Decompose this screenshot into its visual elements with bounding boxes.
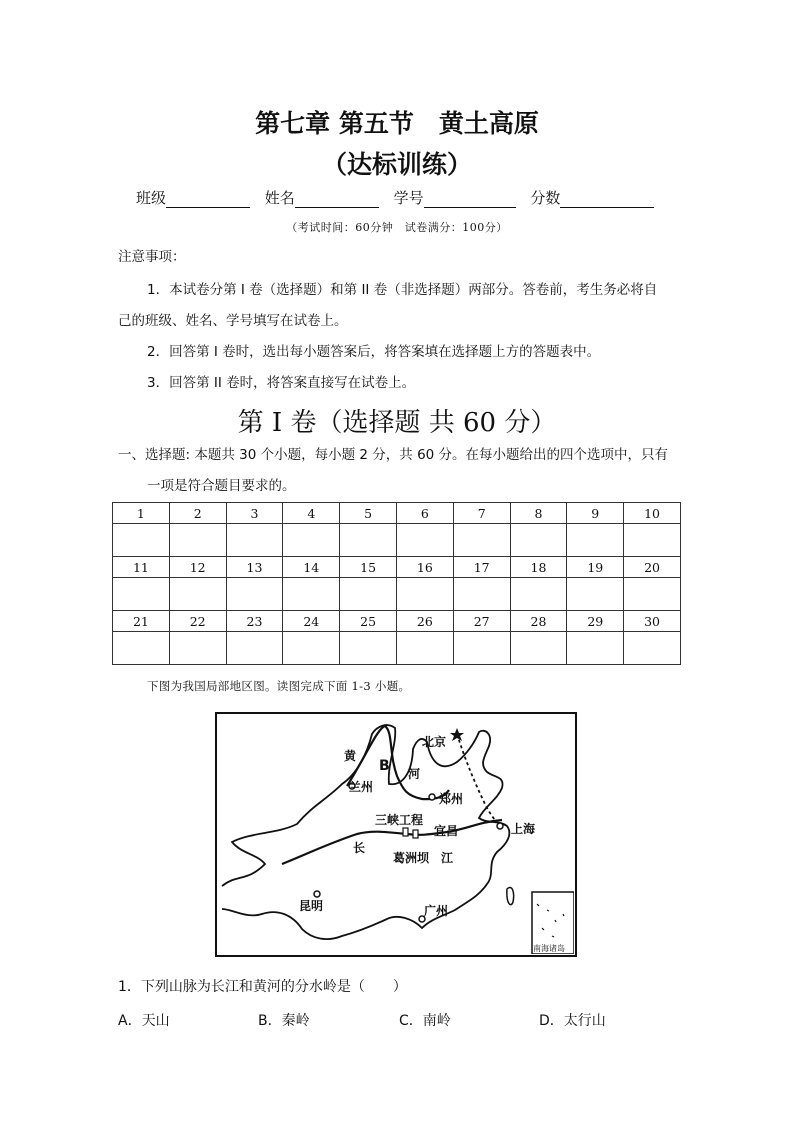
label-beijing: 北京: [422, 735, 447, 749]
answer-cell[interactable]: [226, 524, 283, 557]
table-row: [113, 503, 681, 524]
question-number: 29: [567, 611, 624, 632]
answer-cell[interactable]: [453, 632, 510, 665]
question-number: 15: [340, 557, 397, 578]
question-number: 6: [396, 503, 453, 524]
answer-cell[interactable]: [340, 632, 397, 665]
answer-cell[interactable]: [169, 524, 226, 557]
table-row: [113, 611, 681, 632]
exam-info: （考试时间：60分钟 试卷满分：100分）: [286, 221, 508, 234]
question-number: 4: [283, 503, 340, 524]
label-nanhai: 南海诸岛: [533, 944, 565, 953]
option-a[interactable]: A．天山: [118, 1013, 170, 1029]
question-number: 16: [396, 557, 453, 578]
question-number: 20: [624, 557, 681, 578]
question-number: 13: [226, 557, 283, 578]
answer-cell[interactable]: [113, 524, 170, 557]
question-number: 25: [340, 611, 397, 632]
question-number: 2: [169, 503, 226, 524]
score-blank[interactable]: [560, 193, 654, 208]
question-number: 30: [624, 611, 681, 632]
part1-title: 第 I 卷（选择题 共 60 分）: [237, 408, 557, 438]
answer-cell[interactable]: [169, 578, 226, 611]
page-title: 第七章 第五节 黄土高原: [255, 109, 539, 138]
question-number: 18: [510, 557, 567, 578]
label-sanxia: 三峡工程: [375, 813, 424, 827]
answer-cell[interactable]: [624, 578, 681, 611]
answer-row: [113, 578, 681, 611]
notes-item2: 2．回答第 I 卷时，选出每小题答案后，将答案填在选择题上方的答题表中。: [147, 344, 601, 360]
answer-cell[interactable]: [567, 578, 624, 611]
answer-cell[interactable]: [510, 632, 567, 665]
answer-cell[interactable]: [340, 524, 397, 557]
notes-heading: 注意事项：: [118, 249, 186, 265]
id-label: 学号: [393, 189, 424, 207]
label-kunming: 昆明: [299, 899, 324, 913]
label-huang: 黄: [344, 749, 357, 763]
class-label: 班级: [136, 189, 167, 207]
question-number: 7: [453, 503, 510, 524]
answer-cell[interactable]: [396, 578, 453, 611]
label-chang: 长: [353, 841, 366, 855]
option-d[interactable]: D．太行山: [539, 1013, 606, 1029]
answer-cell[interactable]: [453, 578, 510, 611]
id-blank[interactable]: [424, 193, 516, 208]
question-number: 9: [567, 503, 624, 524]
question-number: 5: [340, 503, 397, 524]
question-number: 8: [510, 503, 567, 524]
answer-cell[interactable]: [113, 578, 170, 611]
answer-cell[interactable]: [396, 632, 453, 665]
option-b[interactable]: B．秦岭: [258, 1013, 310, 1029]
label-yichang: 宜昌: [434, 824, 459, 838]
answer-row: [113, 632, 681, 665]
answer-cell[interactable]: [453, 524, 510, 557]
answer-cell[interactable]: [283, 578, 340, 611]
label-gezhouba: 葛洲坝: [393, 851, 430, 865]
label-lanzhou: 兰州: [349, 780, 374, 794]
question-number: 11: [113, 557, 170, 578]
map-intro: 下图为我国局部地区图。读图完成下面 1-3 小题。: [147, 679, 411, 693]
answer-cell[interactable]: [624, 524, 681, 557]
answer-cell[interactable]: [283, 524, 340, 557]
question-number: 19: [567, 557, 624, 578]
page-subtitle: （达标训练）: [321, 150, 472, 179]
name-blank[interactable]: [295, 193, 379, 208]
answer-cell[interactable]: [510, 578, 567, 611]
question-number: 24: [283, 611, 340, 632]
question-number: 27: [453, 611, 510, 632]
label-zhengzhou: 郑州: [439, 792, 464, 806]
answer-table: [112, 502, 681, 665]
table-row: [113, 557, 681, 578]
answer-cell[interactable]: [624, 632, 681, 665]
label-shanghai: 上海: [511, 822, 536, 836]
label-guangzhou: 广州: [424, 904, 449, 918]
option-c[interactable]: C．南岭: [399, 1013, 451, 1029]
question-number: 17: [453, 557, 510, 578]
question-number: 14: [283, 557, 340, 578]
label-he: 河: [408, 767, 421, 781]
notes-item1-line1: 1．本试卷分第 I 卷（选择题）和第 II 卷（非选择题）两部分。答卷前，考生务必将自: [147, 282, 658, 298]
answer-cell[interactable]: [283, 632, 340, 665]
answer-cell[interactable]: [567, 524, 624, 557]
answer-cell[interactable]: [396, 524, 453, 557]
question-number: 28: [510, 611, 567, 632]
notes-item3: 3．回答第 II 卷时，将答案直接写在试卷上。: [147, 375, 416, 391]
part1-instruction-line1: 一、选择题: 本题共 30 个小题，每小题 2 分，共 60 分。在每小题给出的四个选项中，只有: [118, 447, 669, 463]
label-b: B: [379, 758, 390, 774]
part1-instruction-line2: 一项是符合题目要求的。: [147, 478, 296, 494]
answer-cell[interactable]: [510, 524, 567, 557]
score-label: 分数: [530, 189, 561, 207]
china-map: [215, 712, 577, 957]
answer-cell[interactable]: [567, 632, 624, 665]
class-blank[interactable]: [166, 193, 250, 208]
student-info-line: [136, 187, 664, 208]
answer-cell[interactable]: [340, 578, 397, 611]
label-jiang: 江: [441, 851, 454, 865]
question-number: 12: [169, 557, 226, 578]
question-number: 10: [624, 503, 681, 524]
answer-cell[interactable]: [169, 632, 226, 665]
question-number: 23: [226, 611, 283, 632]
question-number: 3: [226, 503, 283, 524]
answer-cell[interactable]: [113, 632, 170, 665]
question-number: 22: [169, 611, 226, 632]
question-number: 1: [113, 503, 170, 524]
answer-cell[interactable]: [226, 632, 283, 665]
name-label: 姓名: [264, 189, 295, 207]
notes-item1-line2: 己的班级、姓名、学号填写在试卷上。: [118, 313, 348, 329]
answer-row: [113, 524, 681, 557]
answer-cell[interactable]: [226, 578, 283, 611]
question-number: 26: [396, 611, 453, 632]
question-number: 21: [113, 611, 170, 632]
question1-stem: 1．下列山脉为长江和黄河的分水岭是（ ）: [118, 979, 407, 995]
